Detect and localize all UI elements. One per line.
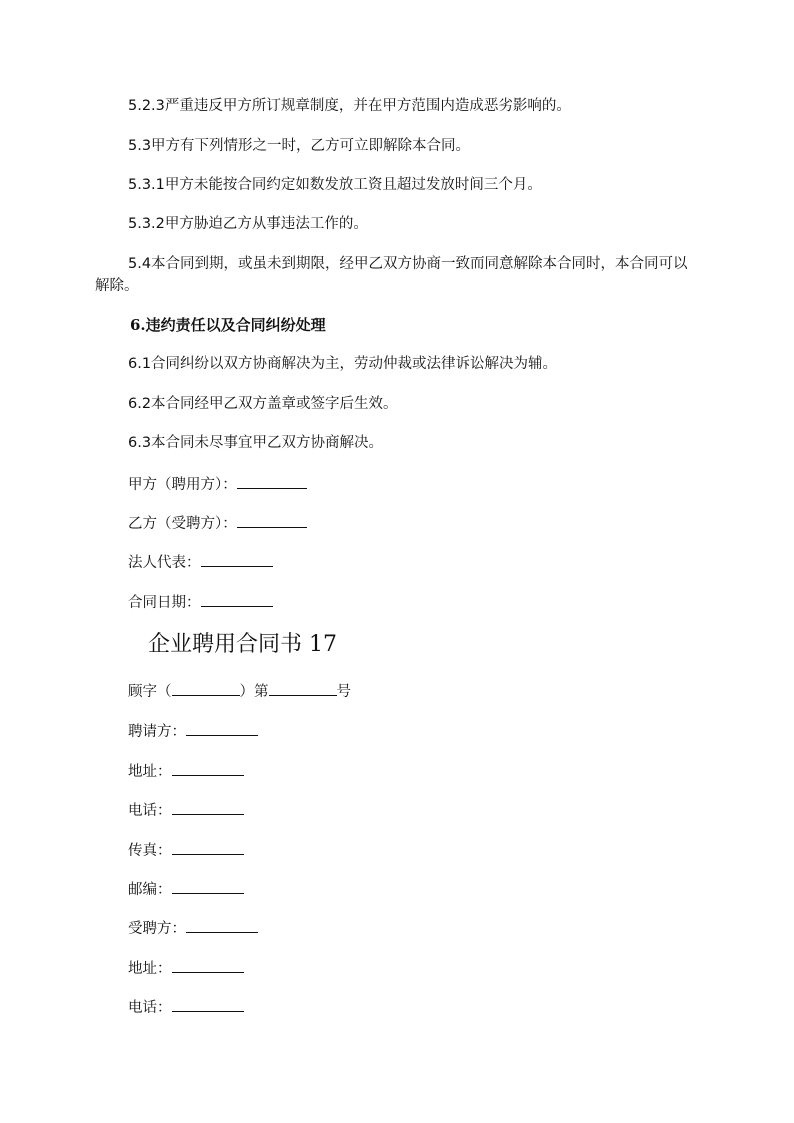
clause-6-1: 6.1合同纠纷以双方协商解决为主，劳动仲裁或法律诉讼解决为辅。 <box>128 356 558 372</box>
employee-address-blank[interactable] <box>172 957 244 973</box>
employer-phone-blank[interactable] <box>172 799 244 815</box>
employee-line <box>128 917 258 939</box>
employer-postcode-line <box>128 878 244 900</box>
clause-5-3-2: 5.3.2甲方胁迫乙方从事违法工作的。 <box>128 216 368 232</box>
contract-date-blank[interactable] <box>201 591 273 607</box>
employer-address-blank[interactable] <box>172 760 244 776</box>
employer-fax-blank[interactable] <box>172 839 244 855</box>
legal-rep-line <box>128 551 273 573</box>
party-a-label: 甲方（聘用方）： <box>128 477 237 493</box>
employer-address-line <box>128 760 244 782</box>
ref-blank-2[interactable] <box>269 680 337 696</box>
contract-date-label: 合同日期： <box>128 595 201 611</box>
clause-5-2-3: 5.2.3严重违反甲方所订规章制度，并在甲方范围内造成恶劣影响的。 <box>128 98 571 114</box>
party-a-signature-line <box>128 473 307 495</box>
clause-6-3: 6.3本合同未尽事宜甲乙双方协商解决。 <box>128 435 384 451</box>
employer-line <box>128 720 258 742</box>
ref-prefix: 顾字（ <box>128 684 172 700</box>
employer-postcode-label: 邮编： <box>128 882 172 898</box>
employer-address-label: 地址： <box>128 764 172 780</box>
employer-blank[interactable] <box>186 720 258 736</box>
legal-rep-label: 法人代表： <box>128 555 201 571</box>
contract-date-line <box>128 591 273 613</box>
section-6-heading: 6.违约责任以及合同纠纷处理 <box>130 316 326 334</box>
employee-blank[interactable] <box>186 917 258 933</box>
ref-blank-1[interactable] <box>172 680 240 696</box>
employee-phone-label: 电话： <box>128 1000 172 1016</box>
clause-5-3-1: 5.3.1甲方未能按合同约定如数发放工资且超过发放时间三个月。 <box>128 177 542 193</box>
document-title: 企业聘用合同书 17 <box>148 632 337 657</box>
ref-middle: ）第 <box>239 684 269 700</box>
legal-rep-blank[interactable] <box>201 551 273 567</box>
party-b-label: 乙方（受聘方）： <box>128 516 237 532</box>
ref-suffix: 号 <box>336 684 351 700</box>
employer-phone-line <box>128 799 244 821</box>
employee-phone-blank[interactable] <box>172 996 244 1012</box>
employee-phone-line <box>128 996 244 1018</box>
clause-6-2: 6.2本合同经甲乙双方盖章或签字后生效。 <box>128 396 398 412</box>
employer-fax-label: 传真： <box>128 843 172 859</box>
employer-postcode-blank[interactable] <box>172 878 244 894</box>
party-a-blank[interactable] <box>237 473 307 489</box>
employee-address-label: 地址： <box>128 961 172 977</box>
employer-fax-line <box>128 839 244 861</box>
employer-phone-label: 电话： <box>128 803 172 819</box>
clause-5-4: 5.4本合同到期，或虽未到期限，经甲乙双方协商一致而同意解除本合同时，本合同可以解除。 <box>95 256 688 294</box>
reference-number-line <box>128 680 351 702</box>
employee-address-line <box>128 957 244 979</box>
clause-5-3: 5.3甲方有下列情形之一时，乙方可立即解除本合同。 <box>128 138 471 154</box>
employee-label: 受聘方： <box>128 921 186 937</box>
party-b-signature-line <box>128 512 307 534</box>
party-b-blank[interactable] <box>237 512 307 528</box>
employer-label: 聘请方： <box>128 724 186 740</box>
